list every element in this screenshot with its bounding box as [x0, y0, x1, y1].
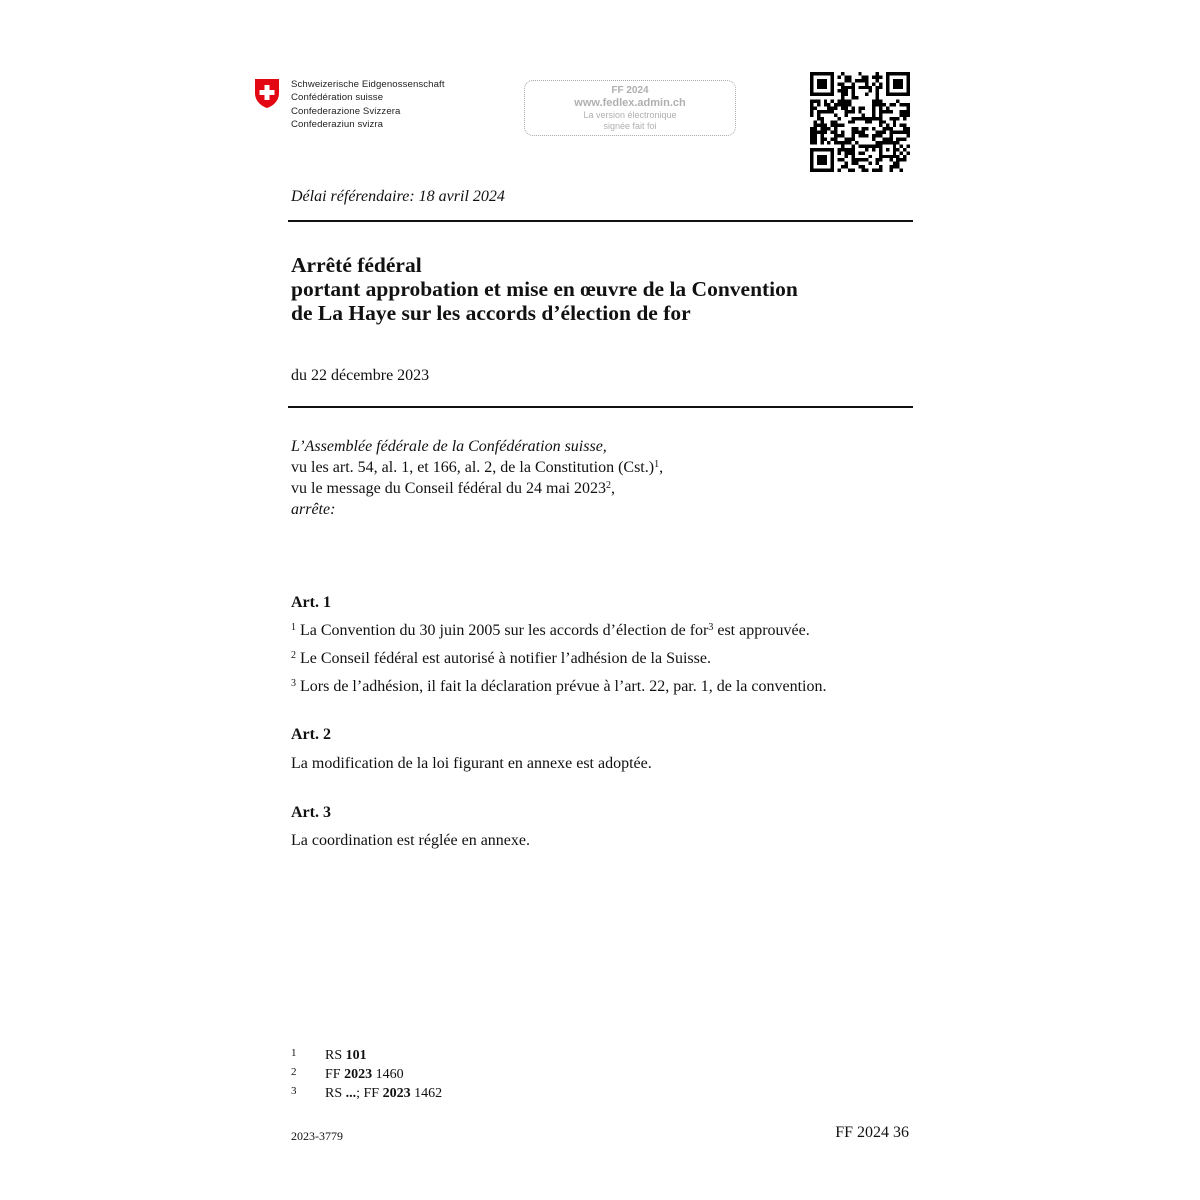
stamp-line-3: La version électronique — [583, 110, 677, 120]
qr-code-icon — [810, 72, 910, 172]
referendum-deadline: Délai référendaire: 18 avril 2024 — [291, 188, 505, 205]
article-2-text: La modification de la loi figurant en annexe est adoptée. — [291, 755, 652, 772]
article-3-text: La coordination est réglée en annexe. — [291, 832, 530, 849]
document-title — [291, 253, 798, 325]
confederation-name-it: Confederazione Svizzera — [291, 105, 401, 117]
preamble — [291, 436, 663, 520]
footnotes — [291, 1045, 442, 1102]
article-2-heading: Art. 2 — [291, 726, 331, 743]
footnote-3: 3 RS ...; FF 2023 1462 — [291, 1085, 443, 1101]
preamble-vu-message: vu le message du Conseil fédéral du 24 mai 2023$^2$, — [291, 480, 616, 497]
document-number: 2023-3779 — [291, 1129, 343, 1143]
confederation-name-de: Schweizerische Eidgenossenschaft — [291, 79, 445, 90]
confederation-names — [291, 78, 445, 132]
title-line-1: Arrêté fédéral — [291, 253, 422, 277]
document-date: du 22 décembre 2023 — [291, 367, 430, 384]
stamp-line-4: signée fait foi — [603, 121, 657, 131]
preamble-decision: arrête: — [291, 501, 336, 518]
title-line-3: de La Haye sur les accords d’élection de for — [291, 301, 691, 325]
article-1-paragraph-1: $^1$ La Convention du 30 juin 2005 sur les accords d’élection de for$^3$ est approuvée. — [291, 622, 810, 639]
footnote-1: 1 RS 101 — [291, 1047, 367, 1063]
top-divider — [288, 220, 913, 222]
stamp-line-1: FF 2024 — [611, 85, 649, 96]
title-divider — [288, 406, 913, 408]
preamble-assembly: L’Assemblée fédérale de la Confédération suisse, — [291, 438, 607, 455]
electronic-signature-stamp — [524, 80, 736, 136]
footnote-2: 2 FF 2023 1460 — [291, 1066, 404, 1082]
article-1-heading: Art. 1 — [291, 594, 331, 611]
stamp-line-2: www.fedlex.admin.ch — [574, 97, 686, 109]
title-line-2: portant approbation et mise en œuvre de la Convention — [291, 277, 798, 301]
article-3-heading: Art. 3 — [291, 804, 331, 821]
article-1-paragraph-3: $^3$ Lors de l’adhésion, il fait la déclaration prévue à l’art. 22, par. 1, de la convention. — [291, 678, 827, 695]
confederation-name-rm: Confederaziun svizra — [291, 119, 384, 131]
preamble-vu-constitution: vu les art. 54, al. 1, et 166, al. 2, de la Constitution $(Cst.)^1$, — [291, 459, 664, 476]
footnote-ref-2[interactable]: 2 — [606, 480, 612, 491]
page-reference: FF 2024 36 — [835, 1124, 909, 1141]
article-1-paragraph-2: $^2$ Le Conseil fédéral est autorisé à notifier l’adhésion de la Suisse. — [291, 650, 711, 667]
swiss-emblem-icon — [253, 77, 281, 109]
footnote-ref-3[interactable]: 3 — [708, 622, 714, 633]
footnote-ref-1[interactable]: 1 — [654, 459, 660, 470]
confederation-name-fr: Confédération suisse — [291, 92, 384, 104]
